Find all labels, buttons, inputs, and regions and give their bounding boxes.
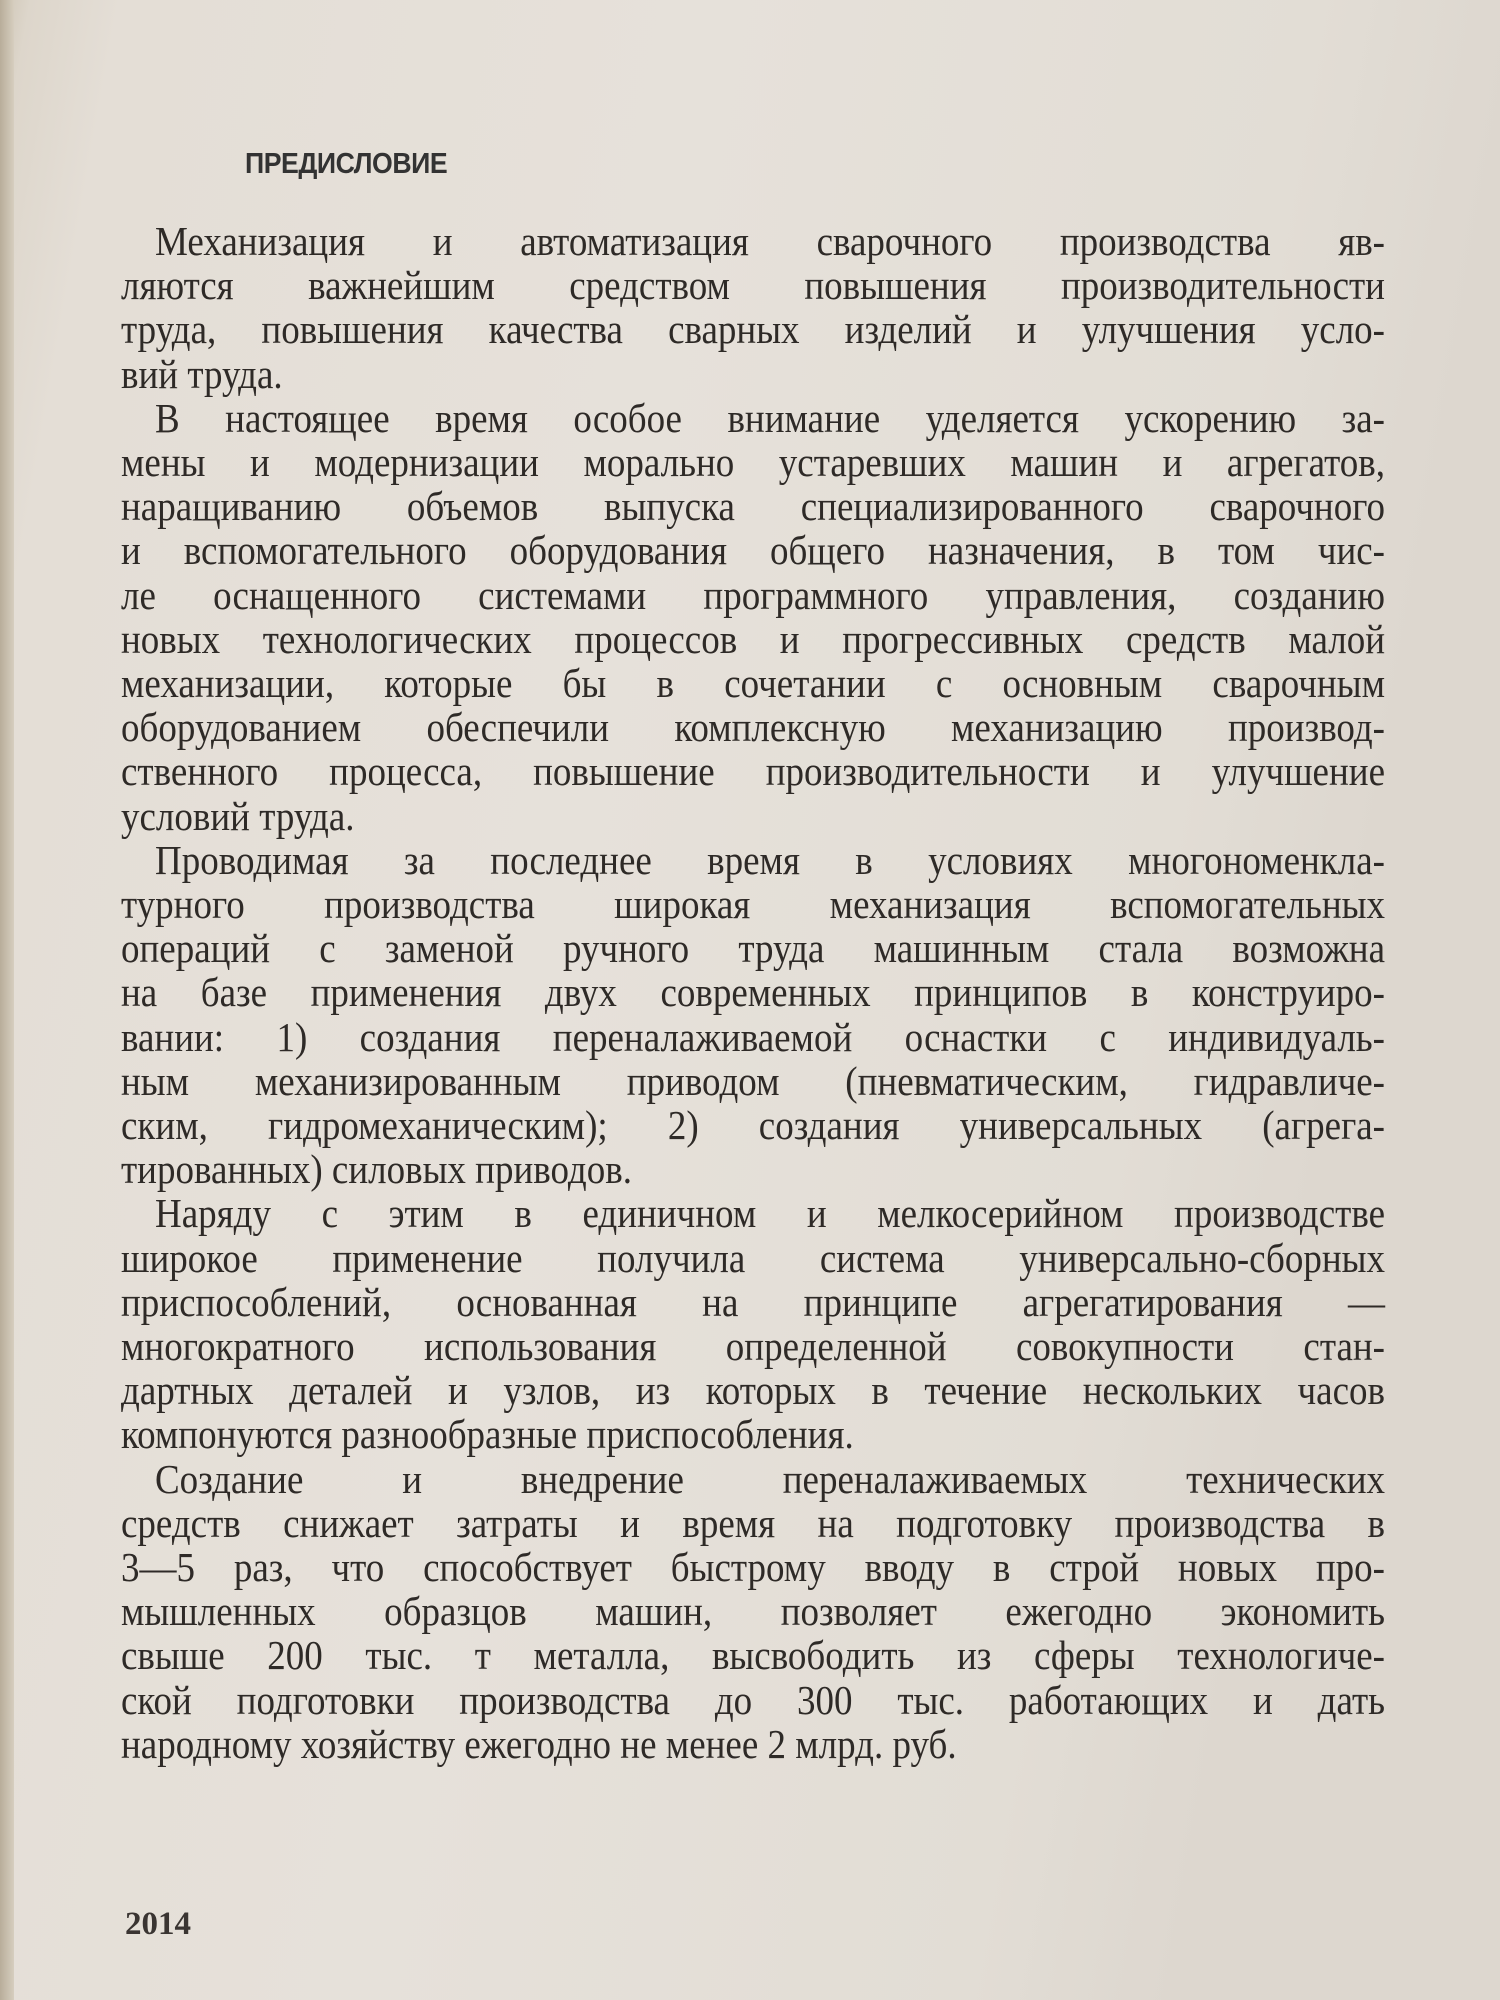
text-line: условий труда. [121,793,355,840]
text-line: ским, гидромеханическим); 2) создания универсальных (агрега- [121,1103,1385,1150]
text-line: турного производства широкая механизация вспомогательных [121,882,1385,929]
text-line: свыше 200 тыс. т металла, высвободить из сферы технологиче- [121,1633,1385,1680]
text-line: Механизация и автоматизация сварочного производства яв- [155,219,1385,266]
text-line: народному хозяйству ежегодно не менее 2 млрд. руб. [121,1721,957,1768]
text-line: операций с заменой ручного труда машинным стала возможна [121,926,1385,973]
text-line: В настоящее время особое внимание уделяется ускорению за- [155,395,1385,442]
text-line: на базе применения двух современных принципов в конструиро- [121,970,1385,1017]
text-line: Проводимая за последнее время в условиях многономенкла- [155,837,1385,884]
text-line: оборудованием обеспечили комплексную механизацию производ- [121,705,1385,752]
text-line: труда, повышения качества сварных изделий и улучшения усло- [121,307,1385,354]
text-line: ской подготовки производства до 300 тыс. работающих и дать [121,1677,1385,1724]
text-line: тированных) силовых приводов. [121,1147,632,1194]
page-edge [0,0,14,2000]
text-line: ле оснащенного системами программного управления, созданию [121,572,1385,619]
text-line: мены и модернизации морально устаревших машин и агрегатов, [121,440,1385,487]
text-line: приспособлений, основанная на принципе агрегатирования — [121,1279,1385,1326]
text-line: ным механизированным приводом (пневматическим, гидравличе- [121,1058,1385,1105]
text-line: механизации, которые бы в сочетании с основным сварочным [121,661,1385,708]
text-line: широкое применение получила система универсально-сборных [121,1235,1385,1282]
text-line: средств снижает затраты и время на подготовку производства в [121,1500,1385,1547]
text-line: многократного использования определенной совокупности стан- [121,1324,1385,1371]
text-line: мышленных образцов машин, позволяет ежегодно экономить [121,1589,1385,1636]
text-line: наращиванию объемов выпуска специализированного сварочного [121,484,1385,531]
page-number: 2014 [125,1906,191,1942]
text-line: дартных деталей и узлов, из которых в течение нескольких часов [121,1368,1385,1415]
text-line: вий труда. [121,351,283,398]
text-line: ственного процесса, повышение производительности и улучшение [121,749,1385,796]
text-line: ляются важнейшим средством повышения производительности [121,263,1385,310]
text-line: и вспомогательного оборудования общего назначения, в том чис- [121,528,1385,575]
text-line: новых технологических процессов и прогрессивных средств малой [121,616,1385,663]
text-line: 3—5 раз, что способствует быстрому вводу в строй новых про- [121,1545,1385,1592]
text-line: Наряду с этим в единичном и мелкосерийном производстве [155,1191,1385,1238]
text-line: компонуются разнообразные приспособления. [121,1412,854,1459]
page-heading: ПРЕДИСЛОВИЕ [245,148,448,180]
text-line: Создание и внедрение переналаживаемых технических [155,1456,1385,1503]
text-line: вании: 1) создания переналаживаемой оснастки с индивидуаль- [121,1014,1385,1061]
